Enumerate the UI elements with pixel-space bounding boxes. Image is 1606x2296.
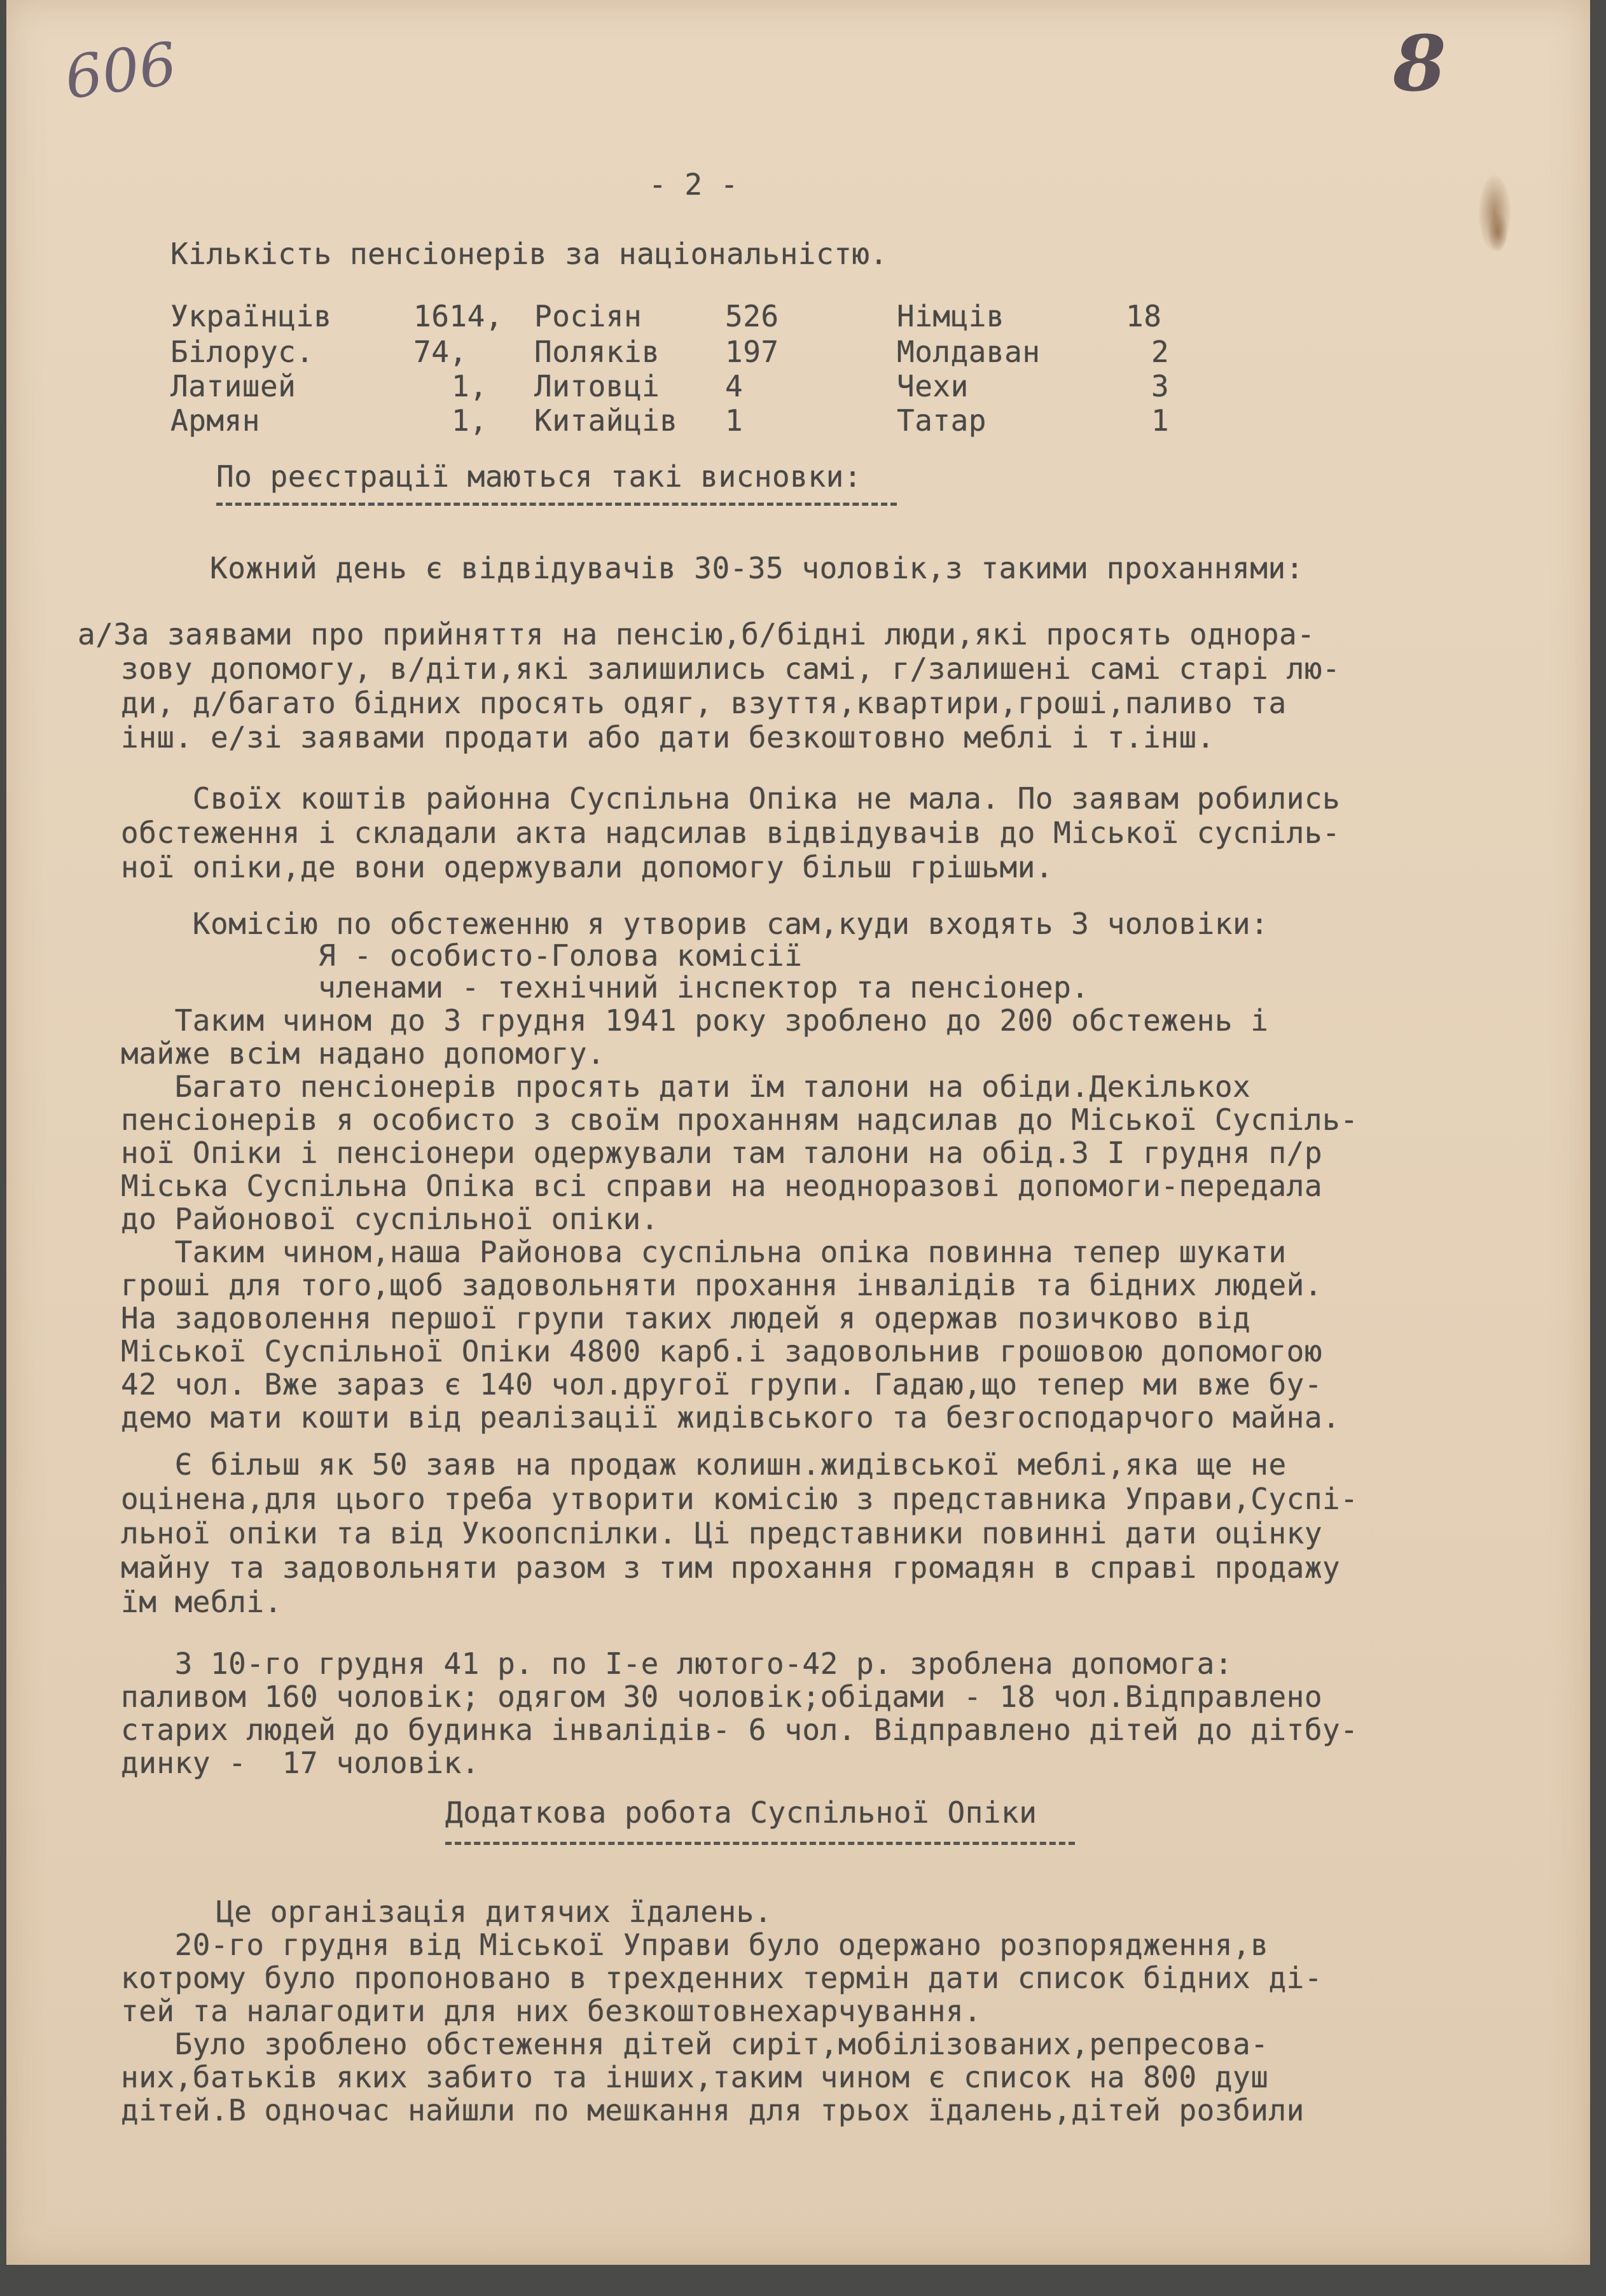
text-line: Комісію по обстеженню я утворив сам,куди входять 3 чоловіки: (121, 907, 1269, 941)
text-line: Багато пенсіонерів просять дати їм талони на обіди.Декількох (121, 1069, 1251, 1104)
text-line: обстеження і складали акта надсилав відвідувачів до Міської суспіль- (121, 816, 1341, 850)
nationality-name: Молдаван (897, 335, 1041, 369)
text-line: Таким чином до 3 грудня 1941 року зроблено до 200 обстежень і (121, 1003, 1269, 1038)
text-line: членами - технічний інспектор та пенсіонер. (121, 970, 1090, 1005)
text-line: На задоволення першої групи таких людей я одержав позичково від (121, 1301, 1251, 1335)
nationality-count: 74, (413, 335, 467, 369)
nationality-count: 526 (725, 299, 779, 333)
text-line: них,батьків яких забито та інших,таким чином є список на 800 душ (121, 2060, 1269, 2094)
nationality-name: Татар (897, 403, 986, 438)
nationality-count: 1 (725, 403, 744, 438)
text-line: Таким чином,наша Районова суспільна опіка повинна тепер шукати (121, 1235, 1287, 1269)
nationality-count: 3 (1151, 369, 1170, 403)
text-line: льної опіки та від Укоопспілки. Ці представники повинні дати оцінку (121, 1516, 1323, 1550)
text-line: Своїх коштів районна Суспільна Опіка не мала. По заявам робились (121, 781, 1341, 816)
text-line: Є більш як 50 заяв на продаж колишн.жидівської меблі,яка ще не (121, 1447, 1287, 1482)
nationality-name: Чехи (897, 369, 969, 403)
nationality-name: Німців (897, 299, 1005, 333)
nationality-name: Латишей (170, 369, 296, 403)
text-line: пенсіонерів я особисто з своїм проханням надсилав до Міської Суспіль- (121, 1103, 1359, 1137)
text-line: до Районової суспільної опіки. (121, 1202, 659, 1236)
nationality-count: 4 (725, 369, 744, 403)
text-line: старих людей до будинка інвалідів- 6 чол. Відправлено дітей до дітбу- (121, 1713, 1359, 1747)
heading-underline (216, 503, 897, 506)
text-line: гроші для того,щоб задовольняти прохання інвалідів та бідних людей. (121, 1268, 1323, 1302)
nationality-name: Росіян (534, 299, 642, 333)
text-line: Міська Суспільна Опіка всі справи на неодноразові допомоги-передала (121, 1169, 1323, 1203)
nationality-count: 18 (1126, 299, 1162, 333)
paragraph: Це організація дитячих їдалень. (216, 1895, 773, 1929)
archive-number-annotation: 606 (60, 29, 181, 113)
text-line: паливом 160 чоловік; одягом 30 чоловік;обідами - 18 чол.Відправлено (121, 1680, 1323, 1714)
nationality-heading: Кількість пенсіонерів за національністю. (170, 237, 888, 271)
text-line: ди, д/багато бідних просять одяг, взуття,квартири,гроші,паливо та (121, 686, 1287, 720)
text-line: інш. е/зі заявами продати або дати безкоштовно меблі і т.інш. (121, 720, 1215, 755)
document-page (6, 0, 1590, 2265)
nationality-name: Українців (170, 299, 332, 333)
text-line: Міської Суспільної Опіки 4800 карб.і задовольнив грошовою допомогою (121, 1334, 1323, 1368)
text-line: 42 чол. Вже зараз є 140 чол.другої групи. Гадаю,що тепер ми вже бу- (121, 1367, 1323, 1402)
text-line: динку - 17 чоловік. (121, 1746, 480, 1780)
conclusions-heading: По реєстрації маються такі висновки: (216, 459, 862, 494)
text-line: дітей.В одночас найшли по мешкання для трьох їдалень,дітей розбили (121, 2093, 1305, 2127)
nationality-count: 2 (1151, 335, 1170, 369)
folio-number-annotation: 8 (1393, 19, 1446, 109)
nationality-name: Армян (170, 403, 260, 438)
text-line: демо мати кошти від реалізації жидівського та безгосподарчого майна. (121, 1400, 1341, 1435)
nationality-count: 1 (1151, 403, 1170, 438)
text-line: майже всім надано допомогу. (121, 1036, 606, 1071)
text-line: ної Опіки і пенсіонери одержували там талони на обід.З I грудня п/р (121, 1136, 1323, 1170)
heading-underline (445, 1842, 1075, 1845)
text-line: 20-го грудня від Міської Управи було одержано розпорядження,в (121, 1928, 1269, 1962)
text-line: котрому було пропоновано в трехденних термін дати список бідних ді- (121, 1961, 1323, 1995)
text-line: ної опіки,де вони одержували допомогу більш грішьми. (121, 850, 1054, 884)
text-line: тей та налагодити для них безкоштовнехарчування. (121, 1994, 982, 2028)
text-line: Я - особисто-Голова комісії (121, 938, 803, 973)
text-line: Було зроблено обстеження дітей сиріт,мобілізованих,репресова- (121, 2027, 1269, 2061)
nationality-name: Китайців (534, 403, 678, 438)
text-line: зову допомогу, в/діти,які залишились самі, г/залишені самі старі лю- (121, 651, 1341, 686)
ink-stain (1488, 213, 1507, 251)
nationality-count: 197 (725, 335, 779, 369)
text-line: майну та задовольняти разом з тим прохання громадян в справі продажу (121, 1550, 1341, 1585)
text-line: а/За заявами про прийняття на пенсію,б/бідні люди,які просять однора- (78, 617, 1315, 651)
page-marker: - 2 - (649, 167, 738, 202)
nationality-count: 1, (452, 403, 488, 438)
nationality-name: Білорус. (170, 335, 314, 369)
text-line: їм меблі. (121, 1585, 282, 1619)
nationality-name: Поляків (534, 335, 660, 369)
additional-work-heading: Додаткова робота Суспільної Опіки (445, 1795, 1037, 1830)
text-line: З 10-го грудня 41 р. по I-е лютого-42 р. зроблена допомога: (121, 1646, 1233, 1681)
text-line: оцінена,для цього треба утворити комісію з представника Управи,Суспі- (121, 1482, 1359, 1516)
paragraph: Кожний день є відвідувачів 30-35 чоловік,з такими проханнями: (210, 551, 1304, 585)
nationality-count: 1, (452, 369, 488, 403)
nationality-name: Литовці (534, 369, 660, 403)
nationality-count: 1614, (413, 299, 503, 333)
